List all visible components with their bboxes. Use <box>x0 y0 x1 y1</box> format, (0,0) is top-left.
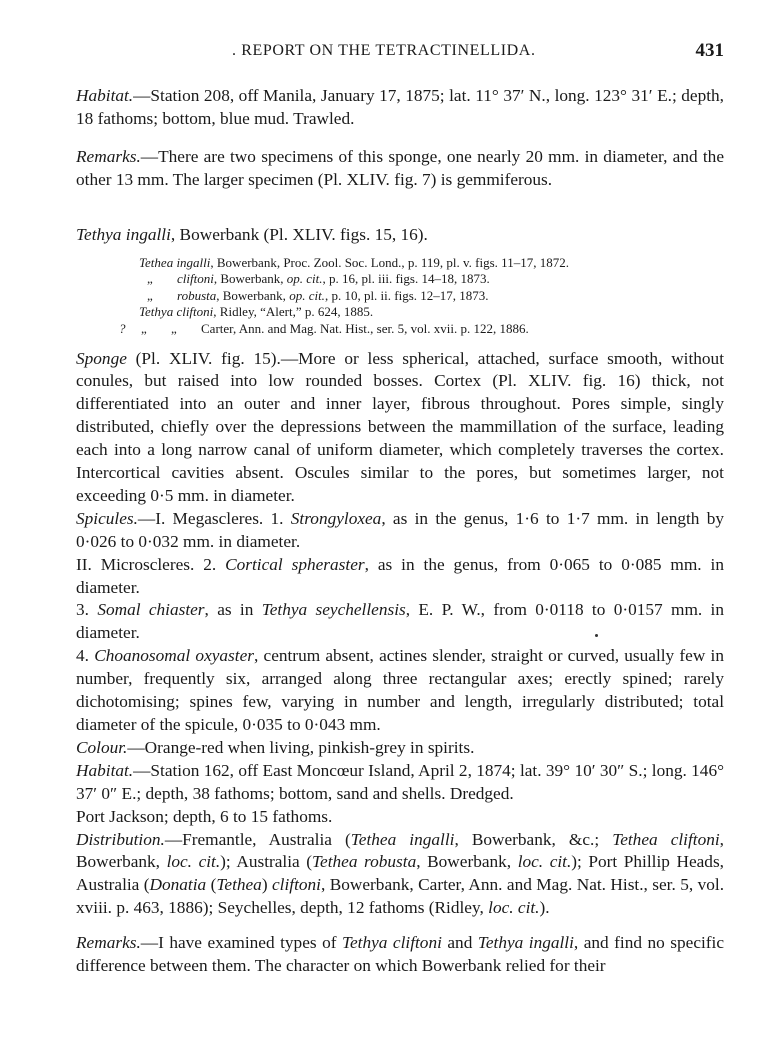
species-name: Tethya ingalli <box>76 224 171 244</box>
ditto-mark: „ <box>147 271 153 287</box>
ditto-mark: „ <box>171 320 177 336</box>
habitat-label: Habitat. <box>76 86 134 105</box>
synonym-citation: , Ridley, “Alert,” p. 624, 1885. <box>213 304 374 320</box>
page-header <box>0 42 776 66</box>
colour-paragraph <box>76 737 724 760</box>
synonym-citation: , Bowerbank, Proc. Zool. Soc. Lond., p. 119, pl. v. figs. 11–17, 1872. <box>210 254 569 270</box>
loc-cit: loc. cit. <box>166 852 221 872</box>
spicules-text: 4. <box>76 646 95 666</box>
remarks-label: Remarks. <box>76 933 141 953</box>
remarks-text: , and find no specific difference between them. The character on which Bowerbank relied for their <box>76 933 725 976</box>
taxon-name: Tethea ingalli <box>350 829 455 849</box>
remarks-text: and <box>441 933 478 953</box>
spicules-text: II. Microscleres. 2. <box>76 554 226 574</box>
synonymy-list <box>76 255 724 338</box>
habitat-label: Habitat. <box>76 760 134 780</box>
spicules-text: , E. P. W., from 0·0118 to 0·0157 mm. in diameter. <box>76 600 724 643</box>
habitat-extra <box>76 806 724 829</box>
distribution-text: , Bowerbank, <box>416 852 518 872</box>
spicules-text: 3. <box>76 600 98 620</box>
ditto-mark: „ <box>141 320 147 336</box>
distribution-text: , Bowerbank, <box>76 829 724 872</box>
print-speck <box>595 634 598 637</box>
synonym-citation: , Bowerbank, <box>213 271 287 287</box>
colour-text: —Orange-red when living, pinkish-grey in spirits. <box>127 737 475 757</box>
spicules-text: , as in the genus, from 0·065 to 0·085 mm. in diameter. <box>76 554 724 597</box>
synonymy-entry <box>76 288 724 305</box>
spicules-paragraph-3 <box>76 599 724 645</box>
spicule-type: Strongyloxea <box>290 508 382 528</box>
sponge-text: (Pl. XLIV. fig. 15).—More or less spherical, attached, surface smooth, without conules, but raised into low rounded bosses. Cortex (Pl. XLIV. fig. 16) thick, not differentiated into an outer and inner layer, fibrous throughout. Pores simple, singly distributed, chiefly over the depressions between the mammillation of the surface, leading each into a long narrow canal of uniform diameter, which completely traverses the cortex. Intercortical cavities absent. Oscules similar to the pores, but sometimes larger, not exceeding 0·5 mm. in diameter. <box>76 348 724 505</box>
op-cit: op. cit. <box>289 287 325 303</box>
species-reference: Tethya seychellensis <box>261 600 406 620</box>
taxon-name: Tethya ingalli <box>477 933 574 953</box>
synonym-citation-tail: , p. 10, pl. ii. figs. 12–17, 1873. <box>324 287 489 303</box>
synonym-citation: , Bowerbank, <box>216 287 290 303</box>
synonym-name: Tethea ingalli <box>139 254 211 270</box>
habitat-paragraph-2 <box>76 760 724 806</box>
distribution-text: ) <box>261 875 273 895</box>
distribution-paragraph <box>76 829 724 921</box>
sponge-label: Sponge <box>76 348 127 368</box>
query-mark: ? <box>119 320 126 336</box>
sponge-paragraph <box>76 348 724 508</box>
page-number: 431 <box>695 40 724 61</box>
remarks-text: —I have examined types of <box>140 933 342 953</box>
habitat-text: —Station 208, off Manila, January 17, 1875; lat. 11° 37′ N., long. 123° 31′ E.; depth, 18 fathoms; bottom, blue mud. Trawled. <box>76 86 724 128</box>
spicule-type: Cortical spheraster <box>225 554 365 574</box>
distribution-text: ); Port Phillip Heads, Australia ( <box>76 852 724 895</box>
species-authority: , Bowerbank (Pl. XLIV. figs. 15, 16). <box>170 224 428 244</box>
taxon-name: Tethea robusta <box>312 852 417 872</box>
taxon-name: Tethea cliftoni <box>612 829 720 849</box>
distribution-text: ); Australia ( <box>220 852 313 872</box>
page-body <box>76 85 724 978</box>
spicules-paragraph-4 <box>76 645 724 737</box>
synonymy-entry <box>76 321 724 338</box>
running-title: . REPORT ON THE TETRACTINELLIDA. <box>232 42 536 59</box>
taxon-name: Donatia <box>149 875 207 895</box>
distribution-label: Distribution. <box>76 829 165 849</box>
spicules-label: Spicules. <box>76 508 138 528</box>
synonymy-entry <box>76 271 724 288</box>
taxon-name: Tethea <box>216 875 262 895</box>
remarks-paragraph-1 <box>76 146 724 192</box>
colour-label: Colour. <box>76 737 128 757</box>
op-cit: op. cit. <box>286 271 323 287</box>
synonymy-entry <box>76 255 724 272</box>
synonym-name: robusta <box>177 287 217 303</box>
habitat-paragraph-1 <box>76 85 724 131</box>
remarks-paragraph-2 <box>76 932 724 978</box>
habitat-text: —Station 162, off East Moncœur Island, April 2, 1874; lat. 39° 10′ 30″ S.; long. 146° 37′ 0″ E.; depth, 38 fathoms; bottom, sand and shells. Dredged. <box>76 760 724 803</box>
distribution-text: ( <box>206 875 217 895</box>
taxon-name: Tethya cliftoni <box>341 933 442 953</box>
spicule-type: Choanosomal oxyaster <box>94 646 254 666</box>
spicules-text: , centrum absent, actines slender, straight or curved, usually few in number, frequently six, arranged along three rectangular axes; erectly spined; rarely dichotomising; spines few, varying in number and length, irregularly distributed; total diameter of the spicule, 0·035 to 0·043 mm. <box>76 646 724 734</box>
distribution-text: —Fremantle, Australia ( <box>164 829 351 849</box>
species-heading <box>76 224 724 247</box>
synonymy-entry <box>76 304 724 321</box>
spicules-text: —I. Megascleres. 1. <box>137 508 291 528</box>
distribution-text: , Bowerbank, &c.; <box>454 829 613 849</box>
taxon-name: cliftoni <box>272 875 321 895</box>
loc-cit: loc. cit. <box>488 898 540 918</box>
spicules-text: , as in <box>204 600 262 620</box>
spicules-text: , as in the genus, 1·6 to 1·7 mm. in length by 0·026 to 0·032 mm. in diameter. <box>76 508 724 551</box>
distribution-text: , Bowerbank, Carter, Ann. and Mag. Nat. Hist., ser. 5, vol. xviii. p. 463, 1886); Seychelles, depth, 12 fathoms (Ridley, <box>76 875 725 918</box>
synonym-citation: Carter, Ann. and Mag. Nat. Hist., ser. 5, vol. xvii. p. 122, 1886. <box>201 320 529 336</box>
synonym-citation-tail: , p. 16, pl. iii. figs. 14–18, 1873. <box>322 271 490 287</box>
remarks-label: Remarks. <box>76 146 141 166</box>
loc-cit: loc. cit. <box>517 852 572 872</box>
distribution-text: ). <box>539 898 550 918</box>
synonym-name: cliftoni <box>177 271 214 287</box>
spicule-type: Somal chiaster <box>97 600 205 620</box>
spicules-paragraph-2 <box>76 554 724 600</box>
synonym-name: Tethya cliftoni <box>139 304 214 320</box>
habitat-extra-text: Port Jackson; depth, 6 to 15 fathoms. <box>76 806 333 826</box>
ditto-mark: „ <box>147 287 153 303</box>
remarks-text: —There are two specimens of this sponge, one nearly 20 mm. in diameter, and the other 13 mm. The larger specimen (Pl. XLIV. fig. 7) is gemmiferous. <box>76 146 724 189</box>
spicules-paragraph-1 <box>76 508 724 554</box>
